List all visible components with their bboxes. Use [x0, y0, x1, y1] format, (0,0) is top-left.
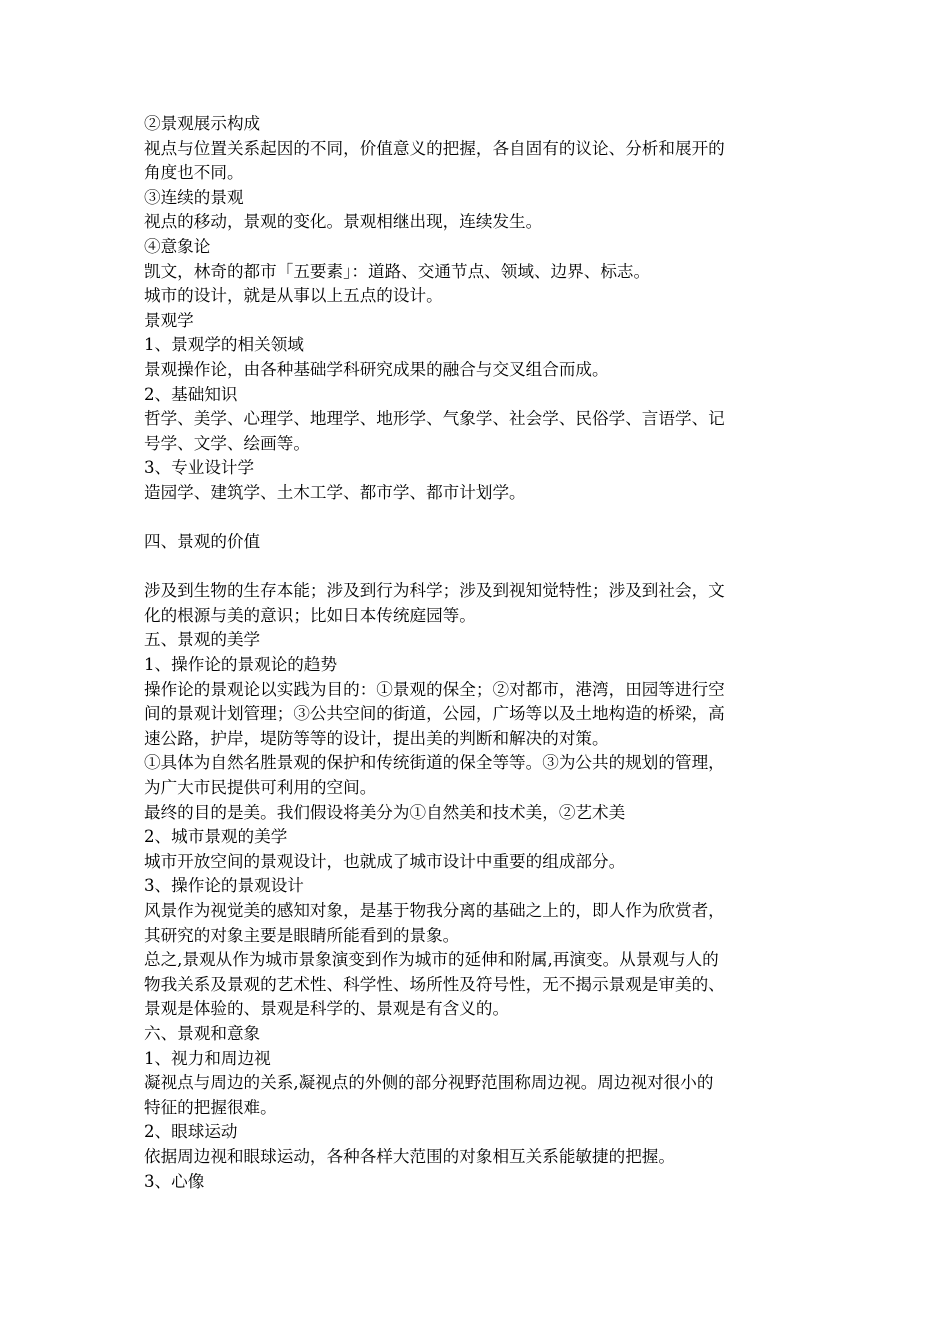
- blank-line: [144, 555, 808, 580]
- text-line: 为广大市民提供可利用的空间。: [144, 778, 377, 798]
- text-line: 造园学、建筑学、土木工学、都市学、都市计划学。: [144, 482, 526, 502]
- text-line: 风景作为视觉美的感知对象，是基于物我分离的基础之上的，即人作为欣赏者，: [144, 901, 725, 920]
- text-line: 景观是体验的、景观是科学的、景观是有含义的。: [144, 999, 510, 1019]
- text-line: 2、基础知识: [144, 384, 238, 404]
- text-line: 2、城市景观的美学: [144, 827, 288, 847]
- text-line: 3、操作论的景观设计: [144, 876, 304, 896]
- text-line: 涉及到生物的生存本能；涉及到行为科学；涉及到视知觉特性；涉及到社会，文: [144, 581, 725, 601]
- text-line: 特征的把握很难。: [144, 1097, 277, 1117]
- text-line: 城市开放空间的景观设计，也就成了城市设计中重要的组成部分。: [144, 851, 626, 871]
- text-line: 凝视点与周边的关系,凝视点的外侧的部分视野范围称周边视。周边视对很小的: [144, 1073, 714, 1093]
- text-line: 1、景观学的相关领域: [144, 335, 304, 355]
- text-line: 总之,景观从作为城市景象演变到作为城市的延伸和附属,再演变。从景观与人的: [144, 950, 719, 970]
- text-line: 3、专业设计学: [144, 458, 255, 478]
- text-line: 2、眼球运动: [144, 1122, 238, 1142]
- text-line: 最终的目的是美。我们假设将美分为①自然美和技术美，②艺术美: [144, 802, 626, 822]
- text-line: 物我关系及景观的艺术性、科学性、场所性及符号性，无不揭示景观是审美的、: [144, 974, 725, 994]
- text-line: 景观操作论，由各种基础学科研究成果的融合与交叉组合而成。: [144, 359, 609, 379]
- text-line: ④意象论: [144, 236, 211, 256]
- text-line: 1、视力和周边视: [144, 1048, 271, 1068]
- text-line: 3、心像: [144, 1171, 205, 1191]
- section-heading: 六、景观和意象: [144, 1023, 261, 1043]
- section-heading: 四、景观的价值: [144, 532, 261, 552]
- text-line: 操作论的景观论以实践为目的：①景观的保全；②对都市，港湾，田园等进行空: [144, 679, 725, 699]
- text-line: 视点的移动，景观的变化。景观相继出现，连续发生。: [144, 212, 543, 232]
- text-line: 其研究的对象主要是眼睛所能看到的景象。: [144, 925, 460, 945]
- text-line: 角度也不同。: [144, 163, 244, 183]
- text-line: 凯文，林奇的都市「五要素」：道路、交通节点、领域、边界、标志。: [144, 261, 651, 281]
- text-line: 间的景观计划管理；③公共空间的街道，公园，广场等以及土地构造的桥梁，高: [144, 704, 725, 724]
- text-line: ②景观展示构成: [144, 114, 261, 133]
- text-line: 哲学、美学、心理学、地理学、地形学、气象学、社会学、民俗学、言语学、记: [144, 409, 725, 429]
- text-line: 速公路，护岸，堤防等等的设计，提出美的判断和解决的对策。: [144, 728, 609, 748]
- text-line: 景观学: [144, 310, 194, 330]
- text-line: ①具体为自然名胜景观的保护和传统街道的保全等等。③为公共的规划的管理，: [144, 753, 725, 773]
- text-line: 1、操作论的景观论的趋势: [144, 655, 338, 675]
- document-body: [144, 112, 808, 1194]
- text-line: 化的根源与美的意识；比如日本传统庭园等。: [144, 605, 476, 625]
- text-line: 号学、文学、绘画等。: [144, 433, 310, 453]
- text-line: 视点与位置关系起因的不同，价值意义的把握，各自固有的议论、分析和展开的: [144, 138, 725, 158]
- text-line: ③连续的景观: [144, 187, 244, 207]
- text-line: 城市的设计，就是从事以上五点的设计。: [144, 286, 443, 306]
- blank-line: [144, 506, 808, 531]
- text-line: 依据周边视和眼球运动，各种各样大范围的对象相互关系能敏捷的把握。: [144, 1146, 675, 1166]
- section-heading: 五、景观的美学: [144, 630, 261, 650]
